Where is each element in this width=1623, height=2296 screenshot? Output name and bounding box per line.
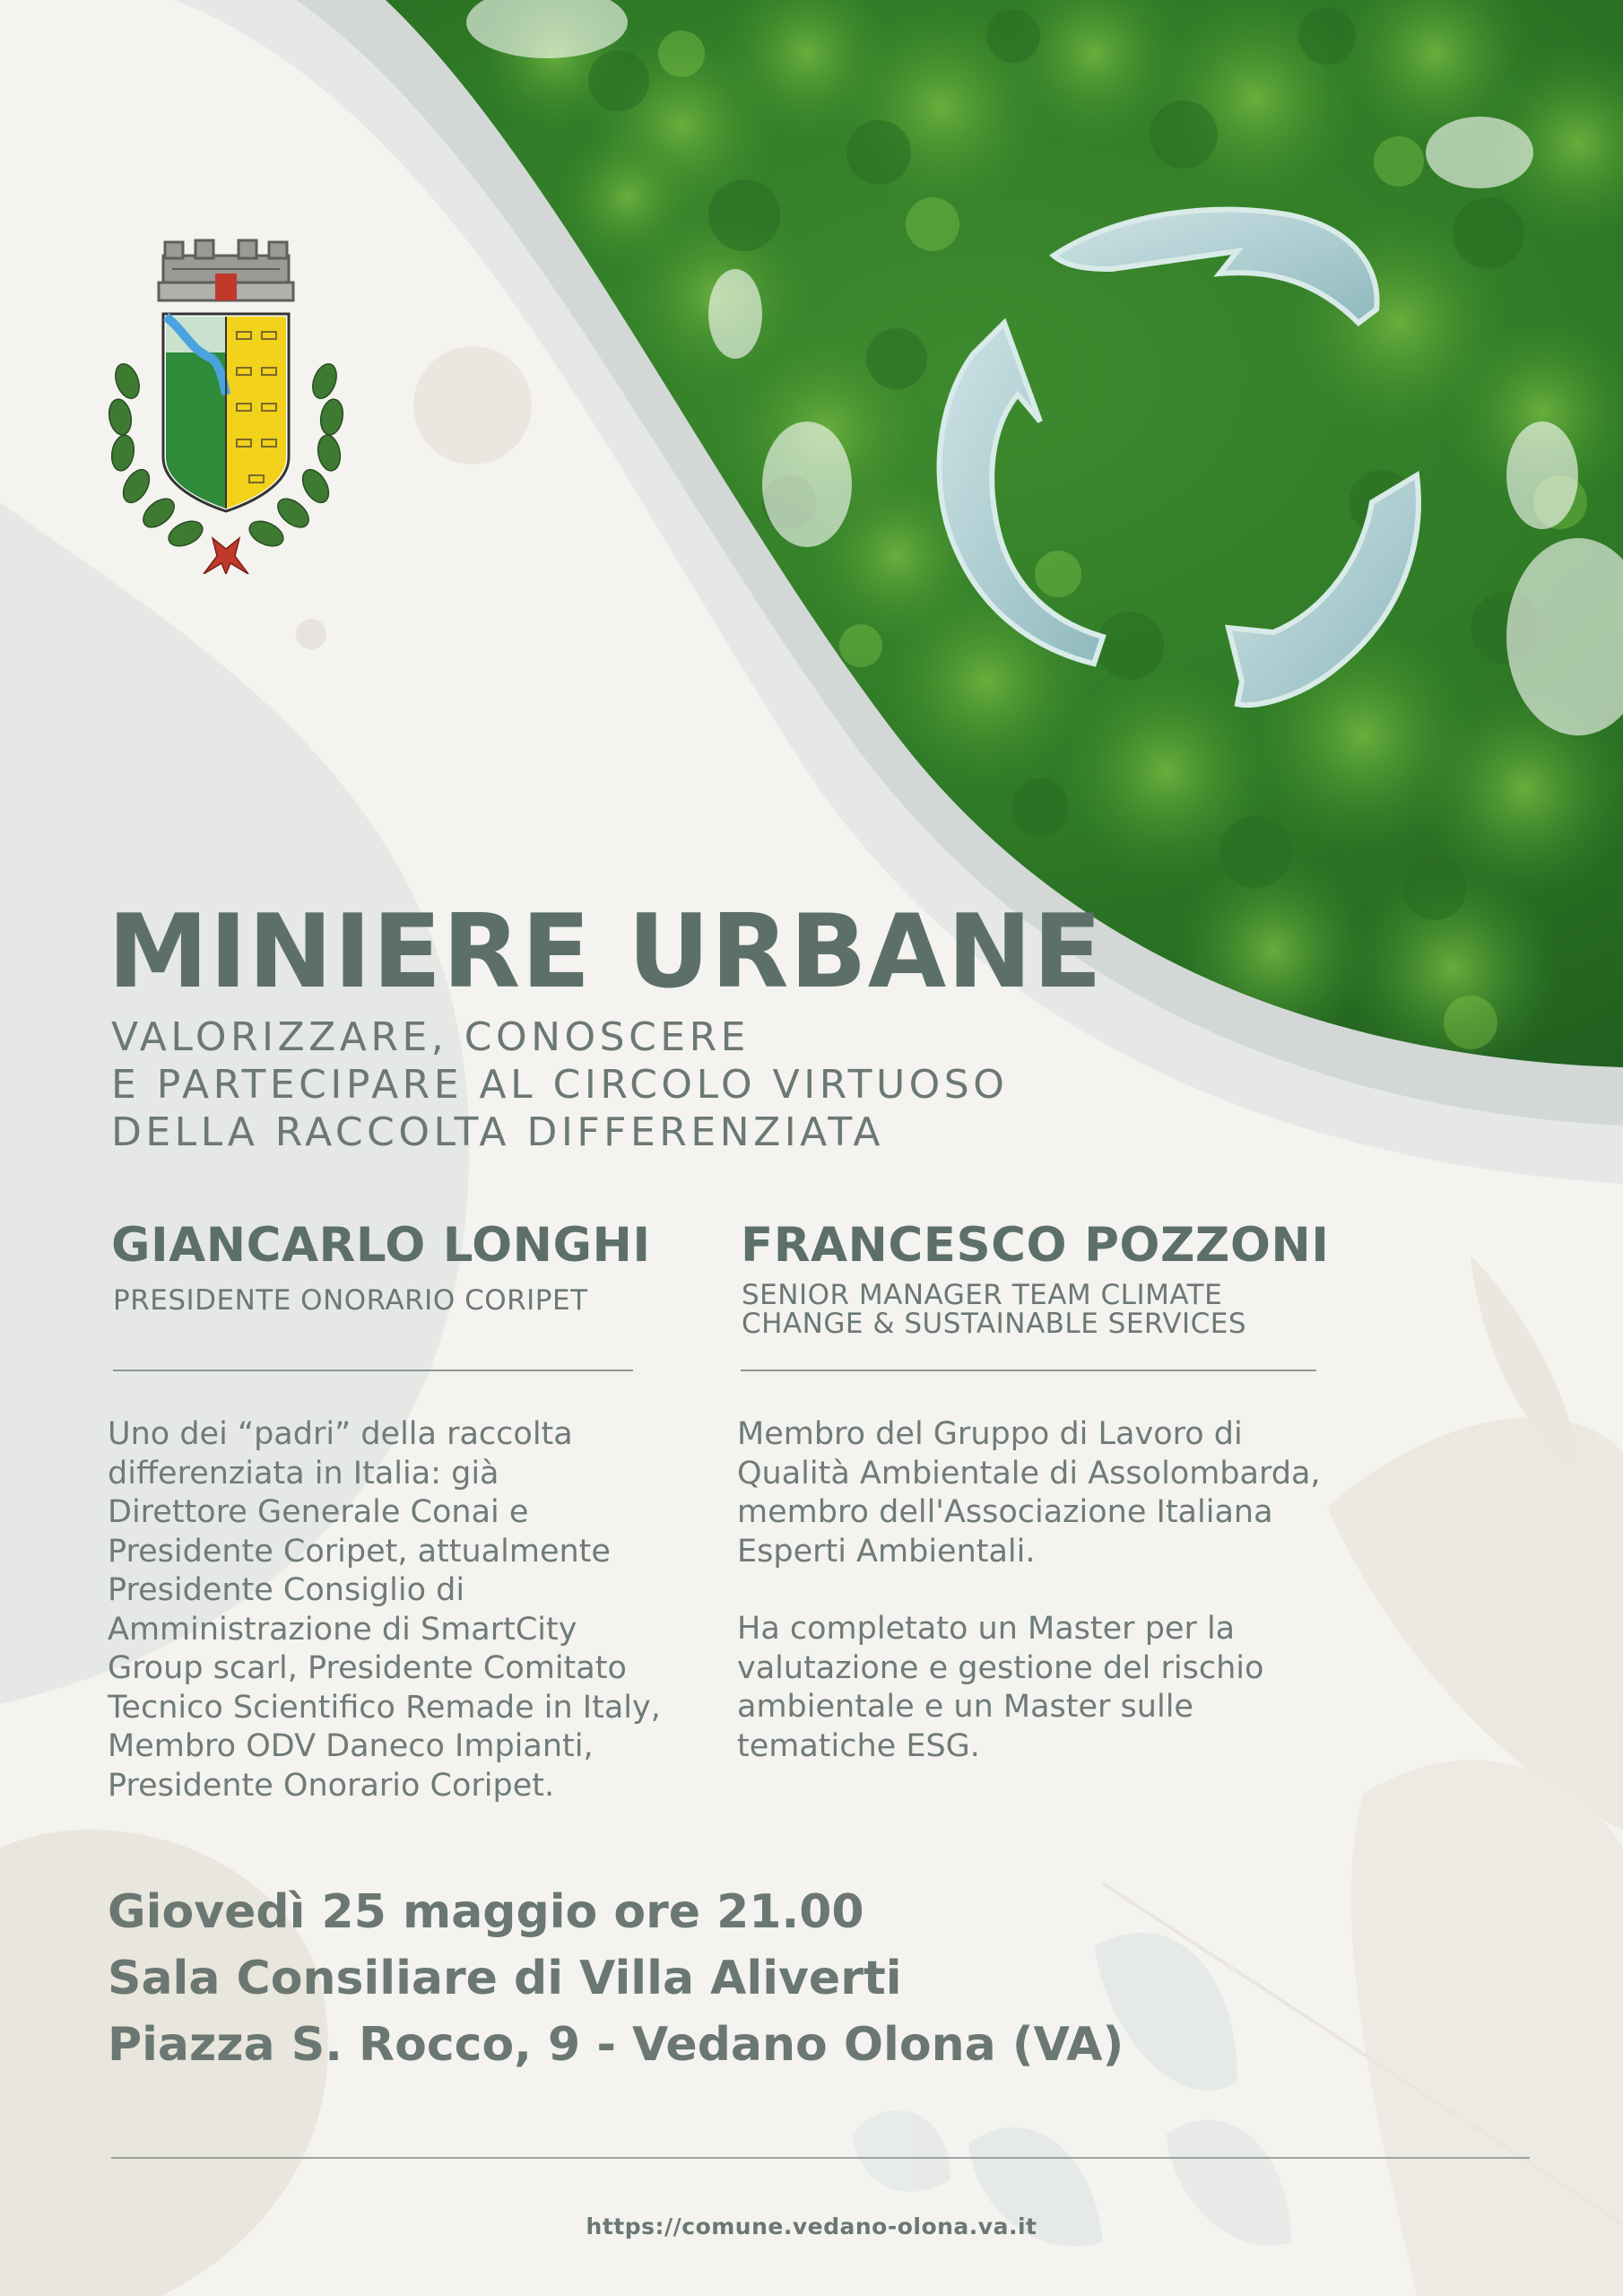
bio-line: Presidente Consiglio di [108,1572,465,1608]
decor-circle-small [296,619,326,649]
speaker-name-longhi: GIANCARLO LONGHI [111,1218,651,1273]
event-subtitle [111,1013,1008,1156]
speaker-divider-left [113,1370,633,1371]
bio-paragraph [737,1610,1321,1766]
bio-line: Uno dei “padri” della raccolta [108,1416,573,1452]
mural-crown-icon [159,240,293,300]
speaker-bio-pozzoni [737,1415,1321,1766]
bio-line: Group scarl, Presidente Comitato [108,1650,627,1686]
speaker-divider-right [741,1370,1316,1371]
speaker-role-pozzoni [742,1281,1246,1338]
event-date-time: Giovedì 25 maggio ore 21.00 [108,1885,864,1939]
bio-line: Direttore Generale Conai e [108,1494,529,1530]
subtitle-line: E PARTECIPARE AL CIRCOLO VIRTUOSO [111,1062,1009,1108]
event-venue: Sala Consiliare di Villa Aliverti [108,1952,902,2005]
decor-circle-large [413,346,532,465]
footer-divider [111,2157,1530,2159]
faded-foliage-bottom-right [852,1256,1623,2296]
speaker-role-line: SENIOR MANAGER TEAM CLIMATE [742,1279,1223,1311]
bio-paragraph [108,1415,661,1805]
bio-line: tematiche ESG. [737,1727,980,1764]
bio-line: Amministrazione di SmartCity [108,1611,577,1648]
speaker-bio-longhi [108,1415,661,1805]
subtitle-line: VALORIZZARE, CONOSCERE [111,1014,750,1060]
bio-line: ambientale e un Master sulle [737,1689,1193,1725]
bio-line: Ha completato un Master per la [737,1611,1236,1647]
bio-line: Presidente Coripet, attualmente [108,1533,611,1570]
event-title: MINIERE URBANE [108,892,1103,1011]
bio-line: valutazione e gestione del rischio [737,1649,1264,1686]
bio-line: membro dell'Associazione Italiana [737,1494,1273,1530]
bio-line: Esperti Ambientali. [737,1533,1036,1570]
speaker-role-longhi [113,1286,588,1315]
bio-paragraph [737,1415,1321,1571]
footer-url: https://comune.vedano-olona.va.it [586,2213,1037,2239]
bio-line: Membro del Gruppo di Lavoro di [737,1416,1243,1452]
speaker-role-line: CHANGE & SUSTAINABLE SERVICES [742,1308,1247,1340]
event-details [108,1879,1124,2078]
bio-line: Tecnico Scientifico Remade in Italy, [108,1689,661,1726]
municipal-coat-of-arms-icon [100,233,352,574]
ribbon [204,538,248,574]
speaker-role-line: PRESIDENTE ONORARIO CORIPET [113,1284,588,1317]
bio-line: Qualità Ambientale di Assolombarda, [737,1455,1321,1492]
bio-line: Presidente Onorario Coripet. [108,1767,555,1804]
event-address: Piazza S. Rocco, 9 - Vedano Olona (VA) [108,2018,1124,2072]
bio-line: Membro ODV Daneco Impianti, [108,1728,594,1764]
bio-line: differenziata in Italia: già [108,1455,499,1492]
speaker-name-pozzoni: FRANCESCO POZZONI [741,1218,1330,1273]
subtitle-line: DELLA RACCOLTA DIFFERENZIATA [111,1109,884,1155]
